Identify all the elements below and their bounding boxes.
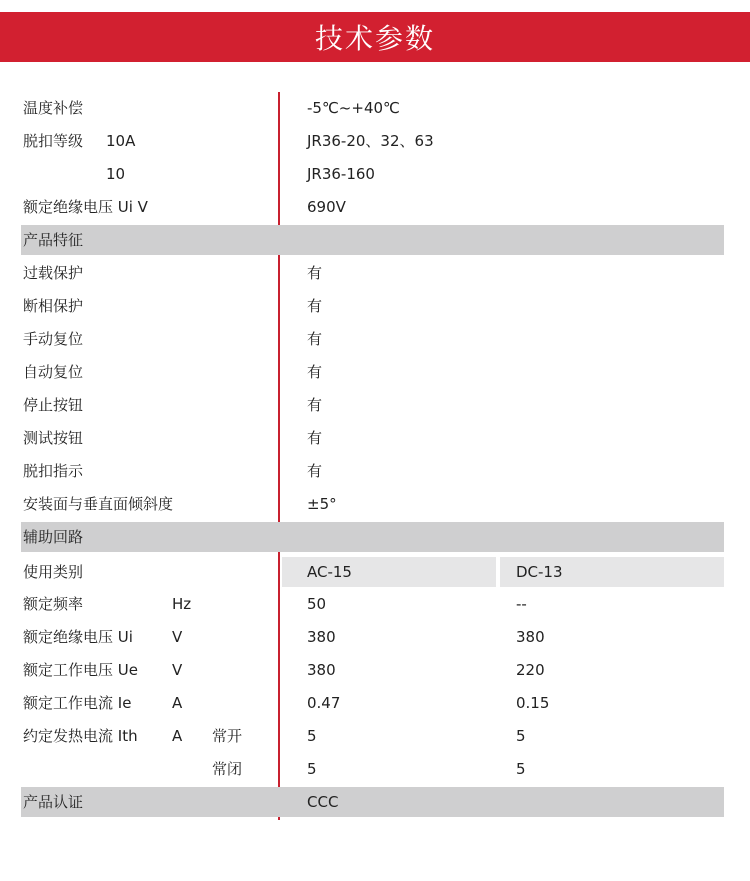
table-row bbox=[0, 621, 750, 654]
row-value: -5℃~+40℃ bbox=[307, 99, 400, 117]
table-row bbox=[0, 323, 750, 356]
row-label: 脱扣指示 bbox=[23, 462, 84, 480]
row-value: 有 bbox=[307, 264, 323, 282]
row-label: 安装面与垂直面倾斜度 bbox=[23, 495, 174, 513]
table-row bbox=[0, 92, 750, 125]
dc-value: 0.15 bbox=[516, 694, 550, 712]
row-value: 有 bbox=[307, 297, 323, 315]
row-label: 过载保护 bbox=[23, 264, 84, 282]
table-row bbox=[0, 753, 750, 786]
dc-value: 380 bbox=[516, 628, 545, 646]
row-sublabel: 常开 bbox=[212, 727, 243, 745]
dc-value: 5 bbox=[516, 760, 526, 778]
row-value: 有 bbox=[307, 330, 323, 348]
row-value: 有 bbox=[307, 363, 323, 381]
table-row bbox=[0, 257, 750, 290]
row-label: 测试按钮 bbox=[23, 429, 84, 447]
row-sublabel: 常闭 bbox=[212, 760, 243, 778]
row-value: CCC bbox=[307, 793, 339, 811]
table-row bbox=[0, 290, 750, 323]
row-label: 额定绝缘电压 Ui bbox=[23, 628, 133, 646]
row-label: 额定频率 bbox=[23, 595, 84, 613]
section-background bbox=[21, 787, 724, 817]
ac-value: 5 bbox=[307, 760, 317, 778]
table-row bbox=[0, 588, 750, 621]
page-title: 技术参数 bbox=[314, 22, 435, 55]
table-row bbox=[0, 455, 750, 488]
row-unit: V bbox=[172, 628, 183, 646]
section-header-row bbox=[0, 521, 750, 554]
dc-value: 5 bbox=[516, 727, 526, 745]
page-header bbox=[0, 12, 750, 62]
table-row bbox=[0, 422, 750, 455]
row-label: 使用类别 bbox=[23, 563, 84, 581]
table-row bbox=[0, 687, 750, 720]
dc-column-header: DC-13 bbox=[516, 563, 563, 581]
row-value: JR36-160 bbox=[307, 165, 375, 183]
section-background bbox=[21, 225, 724, 255]
row-unit: V bbox=[172, 661, 183, 679]
section-background bbox=[21, 522, 724, 552]
row-label: 自动复位 bbox=[23, 363, 84, 381]
ac-value: 0.47 bbox=[307, 694, 341, 712]
row-value: ±5° bbox=[307, 495, 337, 513]
table-row bbox=[0, 488, 750, 521]
dc-value: -- bbox=[516, 595, 527, 613]
table-row bbox=[0, 556, 750, 589]
row-unit: A bbox=[172, 727, 183, 745]
table-row bbox=[0, 158, 750, 191]
row-label: 停止按钮 bbox=[23, 396, 84, 414]
section-label: 辅助回路 bbox=[23, 528, 84, 546]
row-value: JR36-20、32、63 bbox=[307, 132, 434, 150]
table-row bbox=[0, 389, 750, 422]
row-unit: A bbox=[172, 694, 183, 712]
row-label: 温度补偿 bbox=[23, 99, 84, 117]
row-value: 有 bbox=[307, 396, 323, 414]
row-label: 额定工作电流 Ie bbox=[23, 694, 132, 712]
row-label: 额定绝缘电压 Ui V bbox=[23, 198, 148, 216]
dc-value: 220 bbox=[516, 661, 545, 679]
row-label: 额定工作电压 Ue bbox=[23, 661, 138, 679]
row-unit: Hz bbox=[172, 595, 192, 613]
section-header-row bbox=[0, 224, 750, 257]
row-label: 手动复位 bbox=[23, 330, 84, 348]
ac-column-header: AC-15 bbox=[307, 563, 352, 581]
row-value: 有 bbox=[307, 462, 323, 480]
row-label: 约定发热电流 Ith bbox=[23, 727, 138, 745]
row-label: 断相保护 bbox=[23, 297, 84, 315]
section-header-row bbox=[0, 786, 750, 819]
ac-value: 5 bbox=[307, 727, 317, 745]
table-row bbox=[0, 191, 750, 224]
section-label: 产品特征 bbox=[23, 231, 84, 249]
table-row bbox=[0, 125, 750, 158]
ac-value: 50 bbox=[307, 595, 327, 613]
table-row bbox=[0, 720, 750, 753]
row-label: 脱扣等级 bbox=[23, 132, 84, 150]
row-sublabel: 10A bbox=[106, 132, 136, 150]
row-value: 690V bbox=[307, 198, 346, 216]
row-sublabel: 10 bbox=[106, 165, 126, 183]
row-value: 有 bbox=[307, 429, 323, 447]
ac-value: 380 bbox=[307, 628, 336, 646]
section-label: 产品认证 bbox=[23, 793, 84, 811]
table-row bbox=[0, 654, 750, 687]
ac-value: 380 bbox=[307, 661, 336, 679]
table-row bbox=[0, 356, 750, 389]
